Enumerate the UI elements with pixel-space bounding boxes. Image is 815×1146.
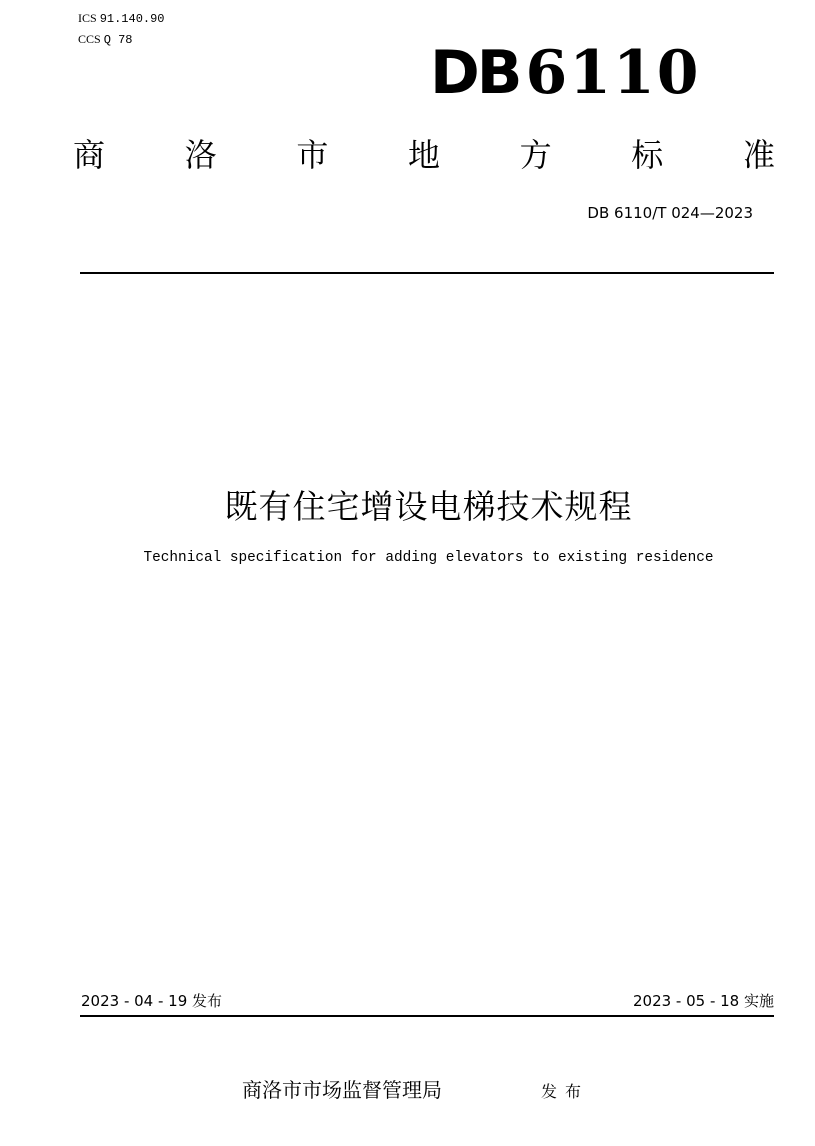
implementation-date: 2023 - 05 - 18 实施 — [632, 992, 774, 1010]
standard-number: DB 6110/T 024—2023 — [587, 204, 753, 222]
db-region-number: 6110 — [525, 38, 701, 108]
document-title-en: Technical specification for adding elevators to existing residence — [143, 550, 714, 566]
bottom-divider — [80, 1015, 774, 1017]
ics-value: 91.140.90 — [99, 12, 165, 26]
standard-type-char: 市 — [296, 136, 329, 174]
standard-type-char: 洛 — [184, 136, 217, 174]
standard-type-char: 方 — [519, 136, 552, 174]
issue-date: 2023 - 04 - 19 发布 — [81, 992, 223, 1010]
publisher-name: 商洛市市场监督管理局 — [242, 1078, 442, 1102]
standard-type-heading — [73, 133, 775, 177]
standard-type-char: 准 — [742, 136, 775, 174]
ccs-label: CCS — [78, 32, 101, 46]
ics-code — [78, 10, 165, 27]
publish-label: 发布 — [541, 1082, 590, 1101]
document-title-cn: 既有住宅增设电梯技术规程 — [224, 487, 633, 526]
standard-type-char: 商 — [73, 136, 106, 174]
standard-type-char: 地 — [407, 136, 440, 174]
ccs-value: Q 78 — [103, 33, 133, 47]
ics-label: ICS — [78, 11, 97, 25]
top-divider — [80, 272, 774, 274]
standard-type-char: 标 — [631, 136, 664, 174]
db-standard-mark — [430, 38, 701, 108]
db-letters: DB — [430, 38, 520, 108]
ccs-code — [78, 31, 133, 48]
